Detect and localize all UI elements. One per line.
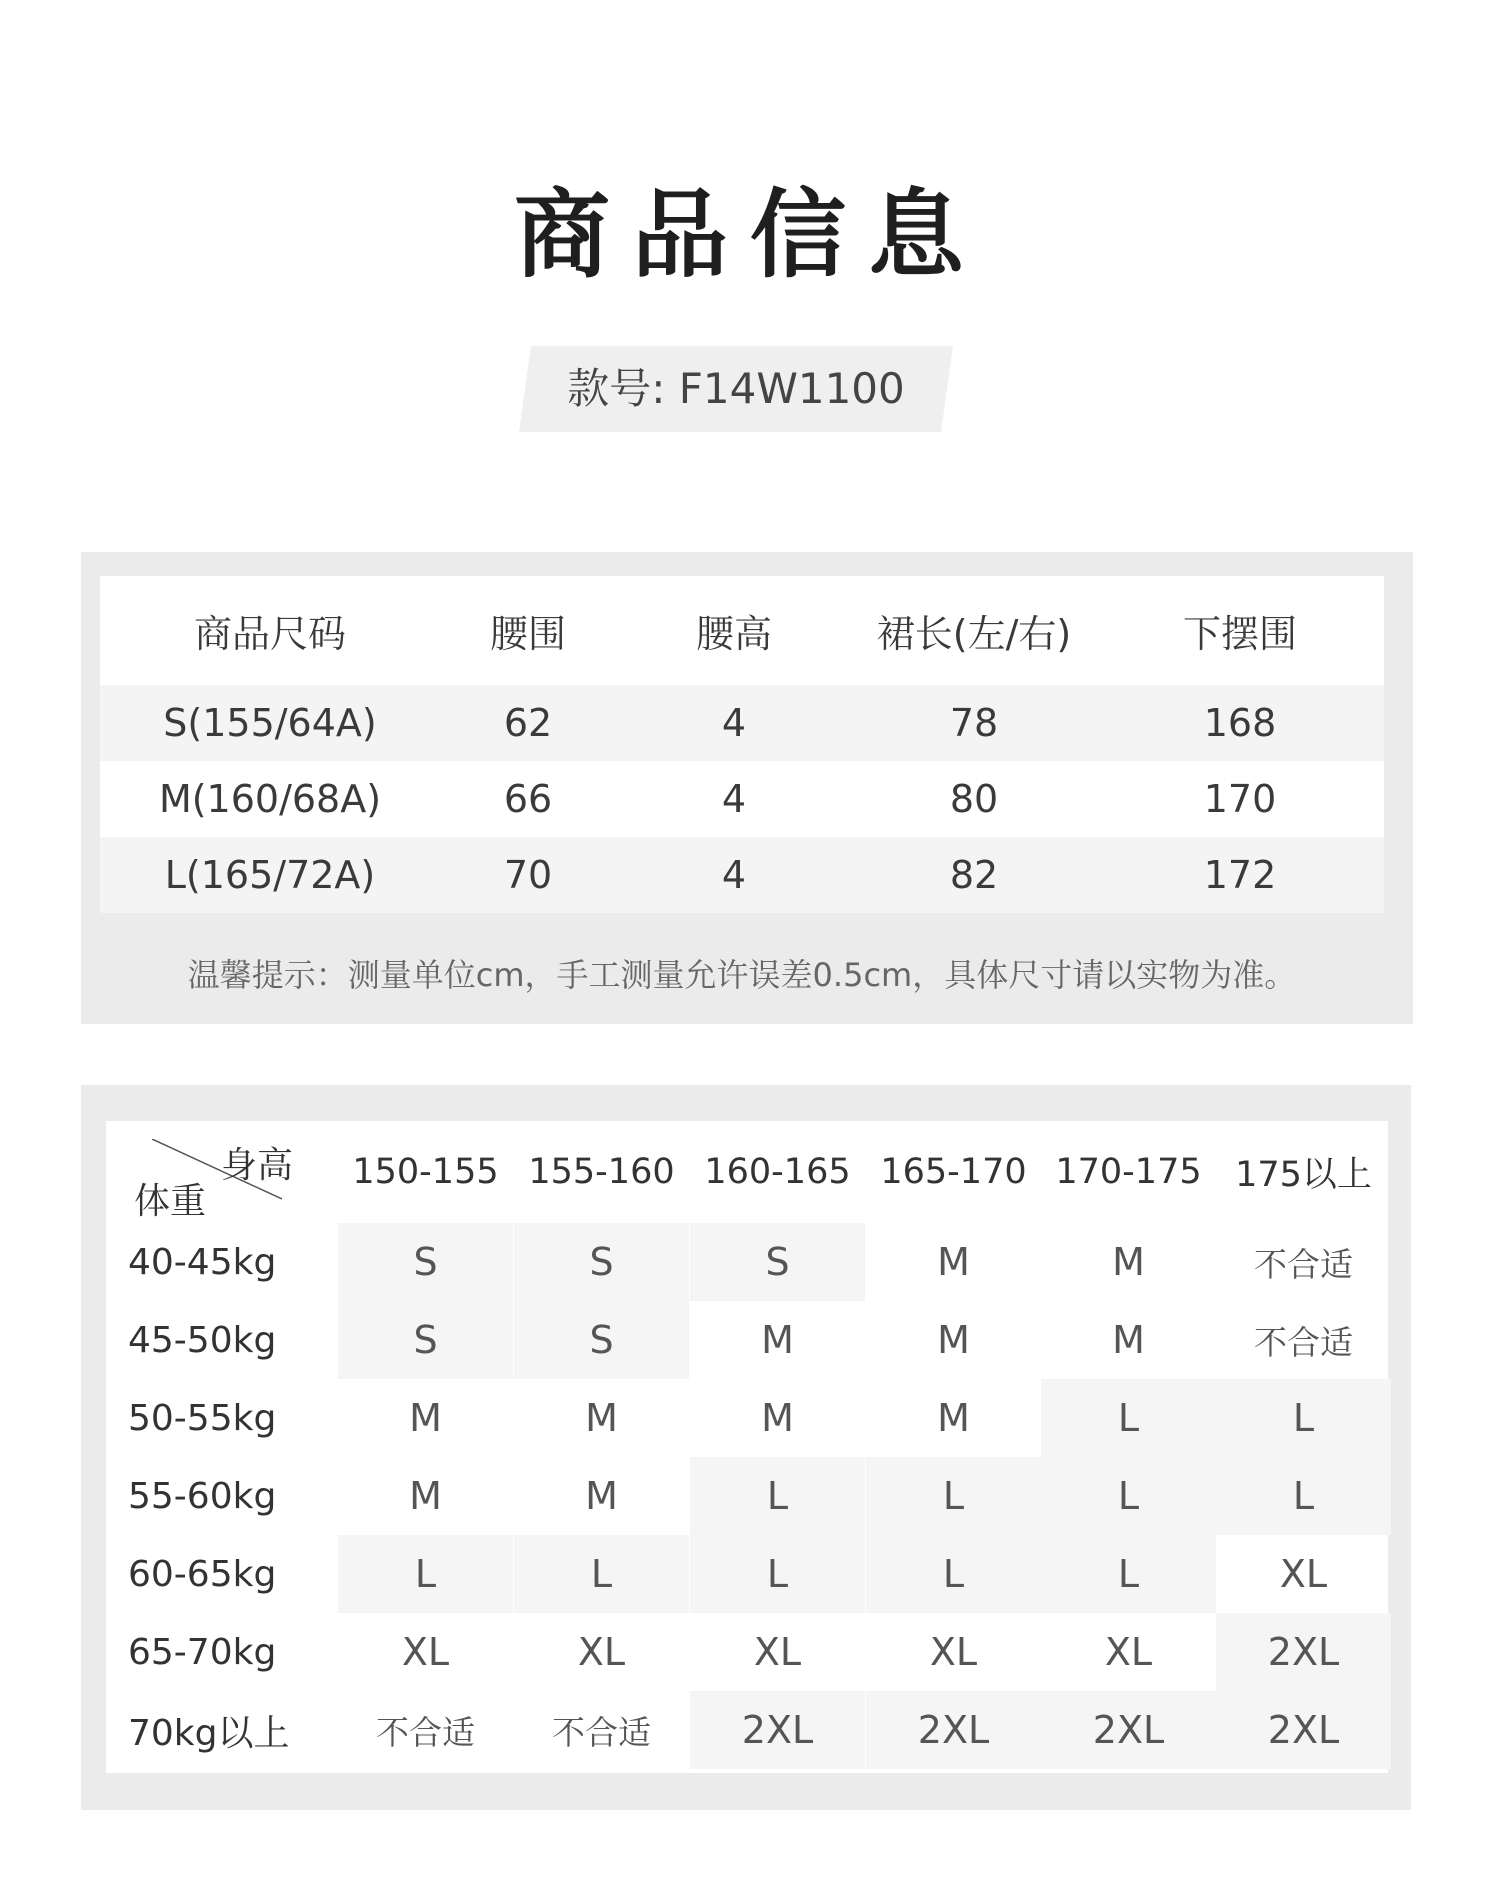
corner-header	[106, 1121, 338, 1223]
recommended-size-cell: M	[937, 1318, 970, 1362]
cell-size: S(155/64A)	[163, 701, 377, 745]
height-range-header: 155-160	[528, 1152, 675, 1192]
header-waist: 腰围	[489, 612, 566, 656]
cell-hem: 170	[1203, 777, 1277, 821]
cell-waist-height: 4	[721, 701, 747, 745]
recommended-size-cell: L	[1216, 1457, 1391, 1535]
size-table-header	[100, 576, 1384, 685]
recommended-size-cell: L	[1041, 1457, 1216, 1535]
recommended-size-cell: L	[866, 1457, 1041, 1535]
model-number: 款号: F14W1100	[567, 364, 905, 413]
weight-range-label: 55-60kg	[128, 1475, 277, 1517]
table-row	[100, 837, 1384, 913]
recommended-size-cell: 不合适	[552, 1712, 651, 1752]
cell-hem: 168	[1203, 701, 1277, 745]
recommended-size-cell: S	[338, 1223, 513, 1301]
recommended-size-cell: 2XL	[690, 1691, 865, 1769]
height-axis-label: 身高	[221, 1145, 294, 1186]
recommended-size-cell: 2XL	[1041, 1691, 1216, 1769]
recommended-size-cell: 不合适	[376, 1712, 475, 1752]
header-size: 商品尺码	[193, 612, 346, 656]
recommended-size-cell: M	[585, 1474, 618, 1518]
recommended-size-cell: 2XL	[1216, 1613, 1391, 1691]
recommended-size-cell: XL	[577, 1630, 626, 1674]
recommended-size-cell: XL	[1279, 1552, 1328, 1596]
recommended-size-cell: M	[409, 1474, 442, 1518]
cell-hem: 172	[1203, 853, 1277, 897]
recommended-size-cell: S	[514, 1301, 689, 1379]
height-range-header: 175以上	[1235, 1155, 1372, 1195]
height-range-header: 160-165	[704, 1152, 851, 1192]
table-row	[100, 685, 1384, 761]
recommended-size-cell: L	[690, 1535, 865, 1613]
recommended-size-cell: M	[761, 1318, 794, 1362]
recommended-size-cell: S	[690, 1223, 865, 1301]
cell-waist-height: 4	[721, 853, 747, 897]
recommended-size-cell: L	[1041, 1535, 1216, 1613]
recommended-size-cell: M	[409, 1396, 442, 1440]
cell-skirt-length: 80	[949, 777, 999, 821]
recommended-size-cell: 不合适	[1254, 1244, 1353, 1284]
cell-waist-height: 4	[721, 777, 747, 821]
header-hem: 下摆围	[1182, 612, 1297, 656]
measurement-note: 温馨提示：测量单位cm，手工测量允许误差0.5cm，具体尺寸请以实物为准。	[187, 956, 1297, 994]
table-row	[100, 761, 1384, 837]
recommended-size-cell: 2XL	[1216, 1691, 1391, 1769]
weight-range-label: 65-70kg	[128, 1631, 277, 1673]
recommended-size-cell: L	[338, 1535, 513, 1613]
recommend-table	[106, 1121, 1388, 1773]
cell-size: L(165/72A)	[164, 853, 376, 897]
recommended-size-cell: L	[1216, 1379, 1391, 1457]
recommended-size-cell: M	[937, 1240, 970, 1284]
recommended-size-cell: XL	[1104, 1630, 1153, 1674]
recommended-size-cell: M	[585, 1396, 618, 1440]
cell-waist: 70	[503, 853, 553, 897]
recommended-size-cell: L	[1041, 1379, 1216, 1457]
height-range-header: 165-170	[880, 1152, 1027, 1192]
recommended-size-cell: L	[866, 1535, 1041, 1613]
recommended-size-cell: M	[761, 1396, 794, 1440]
weight-range-label: 50-55kg	[128, 1397, 277, 1439]
weight-range-label: 45-50kg	[128, 1319, 277, 1361]
cell-skirt-length: 82	[949, 853, 999, 897]
recommended-size-cell: XL	[401, 1630, 450, 1674]
weight-range-label: 70kg以上	[128, 1712, 290, 1754]
recommended-size-cell: 2XL	[866, 1691, 1041, 1769]
cell-waist: 62	[503, 701, 553, 745]
recommended-size-cell: XL	[929, 1630, 978, 1674]
recommended-size-cell: L	[514, 1535, 689, 1613]
header-skirt-length: 裙长(左/右)	[876, 612, 1072, 656]
weight-range-label: 60-65kg	[128, 1553, 277, 1595]
recommended-size-cell: M	[1112, 1240, 1145, 1284]
recommended-size-cell: M	[1112, 1318, 1145, 1362]
cell-size: M(160/68A)	[158, 777, 382, 821]
cell-skirt-length: 78	[949, 701, 999, 745]
recommended-size-cell: XL	[753, 1630, 802, 1674]
recommended-size-cell: S	[338, 1301, 513, 1379]
height-range-header: 150-155	[352, 1152, 499, 1192]
recommended-size-cell: 不合适	[1254, 1322, 1353, 1362]
weight-axis-label: 体重	[134, 1181, 207, 1222]
header-waist-height: 腰高	[695, 612, 772, 656]
cell-waist: 66	[503, 777, 553, 821]
weight-range-label: 40-45kg	[128, 1241, 277, 1283]
recommended-size-cell: M	[937, 1396, 970, 1440]
recommended-size-cell: S	[514, 1223, 689, 1301]
page-title: 商品信息	[514, 179, 986, 291]
recommended-size-cell: L	[690, 1457, 865, 1535]
height-range-header: 170-175	[1055, 1152, 1202, 1192]
